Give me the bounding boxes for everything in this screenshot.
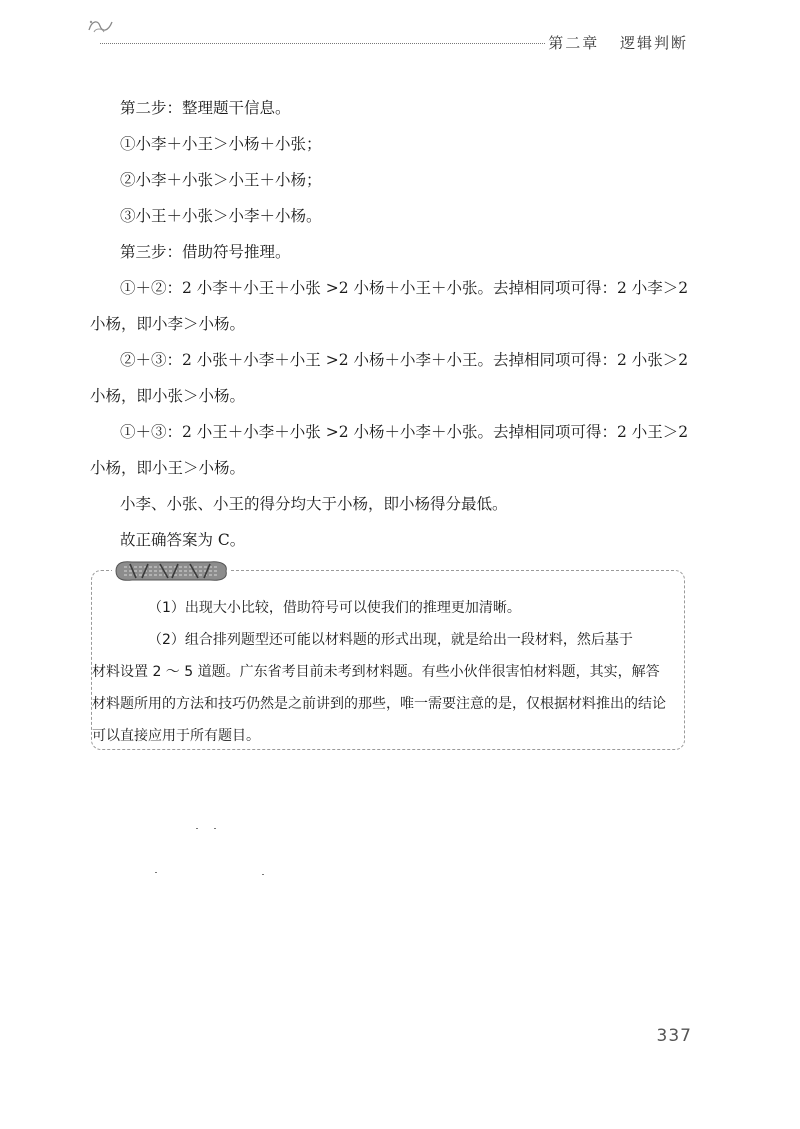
paragraph-derivation-2: ②＋③：2 小张＋小李＋小王 >2 小杨＋小李＋小王。去掉相同项可得：2 小张＞2 小杨，即小张＞小杨。	[90, 351, 689, 405]
tip-item-2-continued: 材料设置 2 ～ 5 道题。广东省考目前未考到材料题。有些小伙伴很害怕材料题，其实，解答材料题所用的方法和技巧仍然是之前讲到的那些，唯一需要注意的是，仅根据材料推出的结论可以直接应用于所有题目。	[92, 664, 666, 744]
paragraph-derivation-1: ①＋②：2 小李＋小王＋小张 >2 小杨＋小王＋小张。去掉相同项可得：2 小李＞2 小杨，即小李＞小杨。	[90, 279, 689, 333]
header-ornament-icon	[86, 16, 116, 36]
paragraph-step-2: 第二步：整理题干信息。	[120, 99, 291, 117]
scan-speck	[214, 828, 216, 829]
main-content	[90, 90, 698, 558]
header-chapter: 第二章	[548, 34, 600, 52]
paragraph-condition-2: ②小李＋小张＞小王＋小杨；	[120, 171, 322, 189]
scan-speck	[262, 874, 264, 875]
tip-item-2: （2）组合排列题型还可能以材料题的形式出现，就是给出一段材料，然后基于	[148, 632, 633, 648]
tip-label-badge-icon	[112, 558, 230, 584]
tip-content	[92, 592, 668, 752]
page-number: 337	[656, 1026, 692, 1046]
header-section: 逻辑判断	[619, 34, 688, 52]
paragraph-condition-3: ③小王＋小张＞小李＋小杨。	[120, 207, 322, 225]
scan-speck	[155, 872, 157, 873]
scan-speck	[196, 828, 198, 829]
paragraph-answer: 故正确答案为 C。	[120, 531, 246, 549]
paragraph-step-3: 第三步：借助符号推理。	[120, 243, 291, 261]
paragraph-condition-1: ①小李＋小王＞小杨＋小张；	[120, 135, 322, 153]
paragraph-conclusion: 小李、小张、小王的得分均大于小杨，即小杨得分最低。	[120, 495, 508, 513]
header-rule	[100, 43, 545, 44]
tip-item-1: （1）出现大小比较，借助符号可以使我们的推理更加清晰。	[148, 600, 521, 616]
paragraph-derivation-3: ①＋③：2 小王＋小李＋小张 >2 小杨＋小李＋小张。去掉相同项可得：2 小王＞2 小杨，即小王＞小杨。	[90, 423, 689, 477]
running-header	[548, 32, 688, 53]
